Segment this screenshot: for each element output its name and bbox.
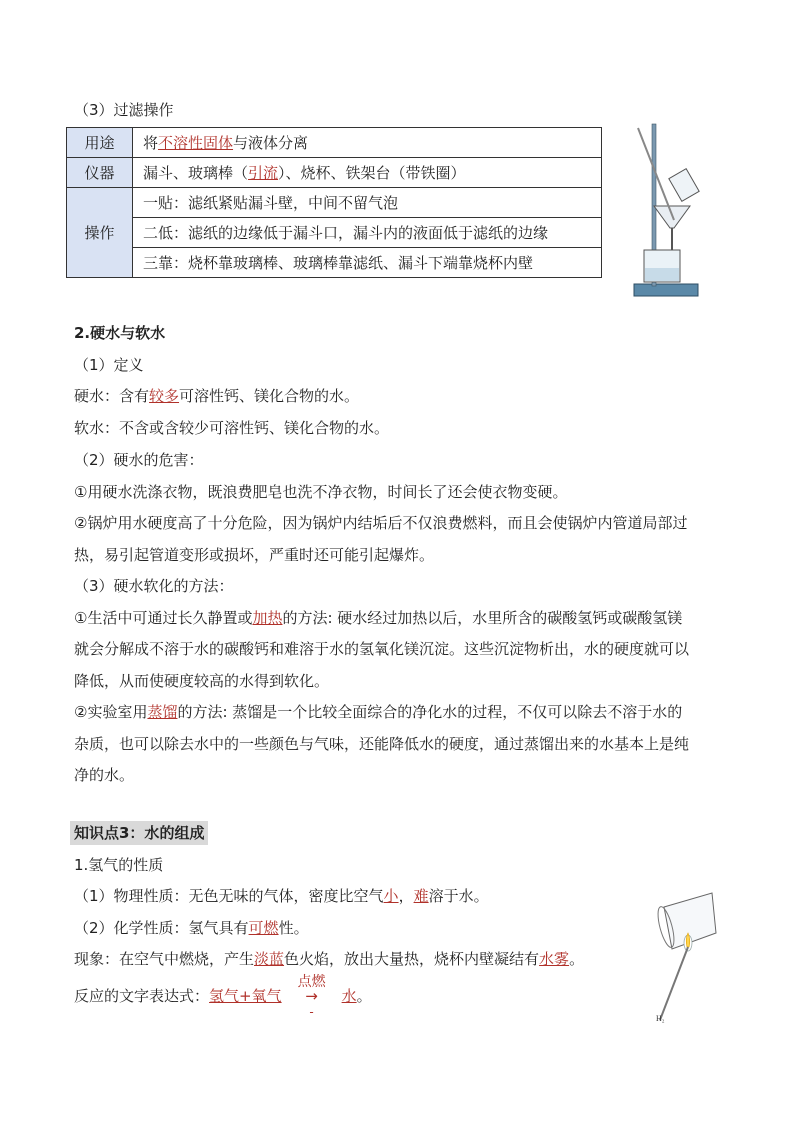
table-row <box>67 128 602 158</box>
operation-cell-2: 二低：滤纸的边缘低于漏斗口，漏斗内的液面低于滤纸的边缘 <box>133 218 602 248</box>
filtration-apparatus-image <box>630 120 702 300</box>
filtration-table <box>66 127 602 278</box>
filter-heading: （3）过滤操作 <box>74 101 174 119</box>
definition-heading: （1）定义 <box>74 356 144 374</box>
equation-arrow: 点燃 → - <box>297 974 326 1019</box>
equation-reactants: 氢气+氧气 <box>209 987 282 1005</box>
operation-cell-3: 三靠：烧杯靠玻璃棒、玻璃棒靠滤纸、漏斗下端靠烧杯内壁 <box>133 248 602 278</box>
soft-water-definition: 软水：不含或含较少可溶性钙、镁化合物的水。 <box>74 419 390 437</box>
chemical-properties: （2）化学性质：氢气具有可燃性。 <box>74 919 309 937</box>
softening-heading: （3）硬水软化的方法： <box>74 577 234 595</box>
hydrogen-properties-title: 1.氢气的性质 <box>74 856 164 874</box>
method-1-line2: 就会分解成不溶于水的碳酸钙和难溶于水的氢氧化镁沉淀。这些沉淀物析出，水的硬度就可以 <box>74 640 690 658</box>
table-row <box>67 218 602 248</box>
hard-water-definition: 硬水：含有较多可溶性钙、镁化合物的水。 <box>74 387 360 405</box>
operation-label: 操作 <box>67 188 133 278</box>
physical-properties: （1）物理性质：无色无味的气体，密度比空气小，难溶于水。 <box>74 887 489 905</box>
hydrogen-combustion-image <box>650 885 730 1025</box>
method-1-line3: 降低，从而使硬度较高的水得到软化。 <box>74 672 330 690</box>
harm-item-2-line2: 热，易引起管道变形或损坏，严重时还可能引起爆炸。 <box>74 546 435 564</box>
harm-heading: （2）硬水的危害： <box>74 451 204 469</box>
h2-label: H₂ <box>656 1014 665 1023</box>
table-row <box>67 248 602 278</box>
phenomenon: 现象：在空气中燃烧，产生淡蓝色火焰，放出大量热，烧杯内壁凝结有水雾。 <box>74 950 585 968</box>
method-2-line3: 净的水。 <box>74 766 135 784</box>
equation-product: 水 <box>341 987 357 1005</box>
word-equation: 反应的文字表达式：氢气+氧气 点燃 → - 水。 <box>74 974 372 1019</box>
method-2-line2: 杂质，也可以除去水中的一些颜色与气味，还能降低水的硬度，通过蒸馏出来的水基本上是纯 <box>74 735 690 753</box>
table-row <box>67 158 602 188</box>
section-heading-water-composition: 知识点3：水的组成 <box>70 821 208 845</box>
hard-water-title: 2.硬水与软水 <box>74 324 166 342</box>
use-label: 用途 <box>67 128 133 158</box>
table-row <box>67 188 602 218</box>
operation-cell-1: 一贴：滤纸紧贴漏斗壁，中间不留气泡 <box>133 188 602 218</box>
instrument-cell: 漏斗、玻璃棒（引流）、烧杯、铁架台（带铁圈） <box>133 158 602 188</box>
harm-item-1: ①用硬水洗涤衣物，既浪费肥皂也洗不净衣物，时间长了还会使衣物变硬。 <box>74 483 568 501</box>
use-cell: 将不溶性固体与液体分离 <box>133 128 602 158</box>
method-2-line1: ②实验室用蒸馏的方法: 蒸馏是一个比较全面综合的净化水的过程，不仅可以除去不溶于水的 <box>74 703 683 721</box>
instrument-label: 仪器 <box>67 158 133 188</box>
method-1-line1: ①生活中可通过长久静置或加热的方法: 硬水经过加热以后，水里所含的碳酸氢钙或碳酸氢镁 <box>74 609 683 627</box>
harm-item-2-line1: ②锅炉用水硬度高了十分危险，因为锅炉内结垢后不仅浪费燃料，而且会使锅炉内管道局部过 <box>74 514 688 532</box>
